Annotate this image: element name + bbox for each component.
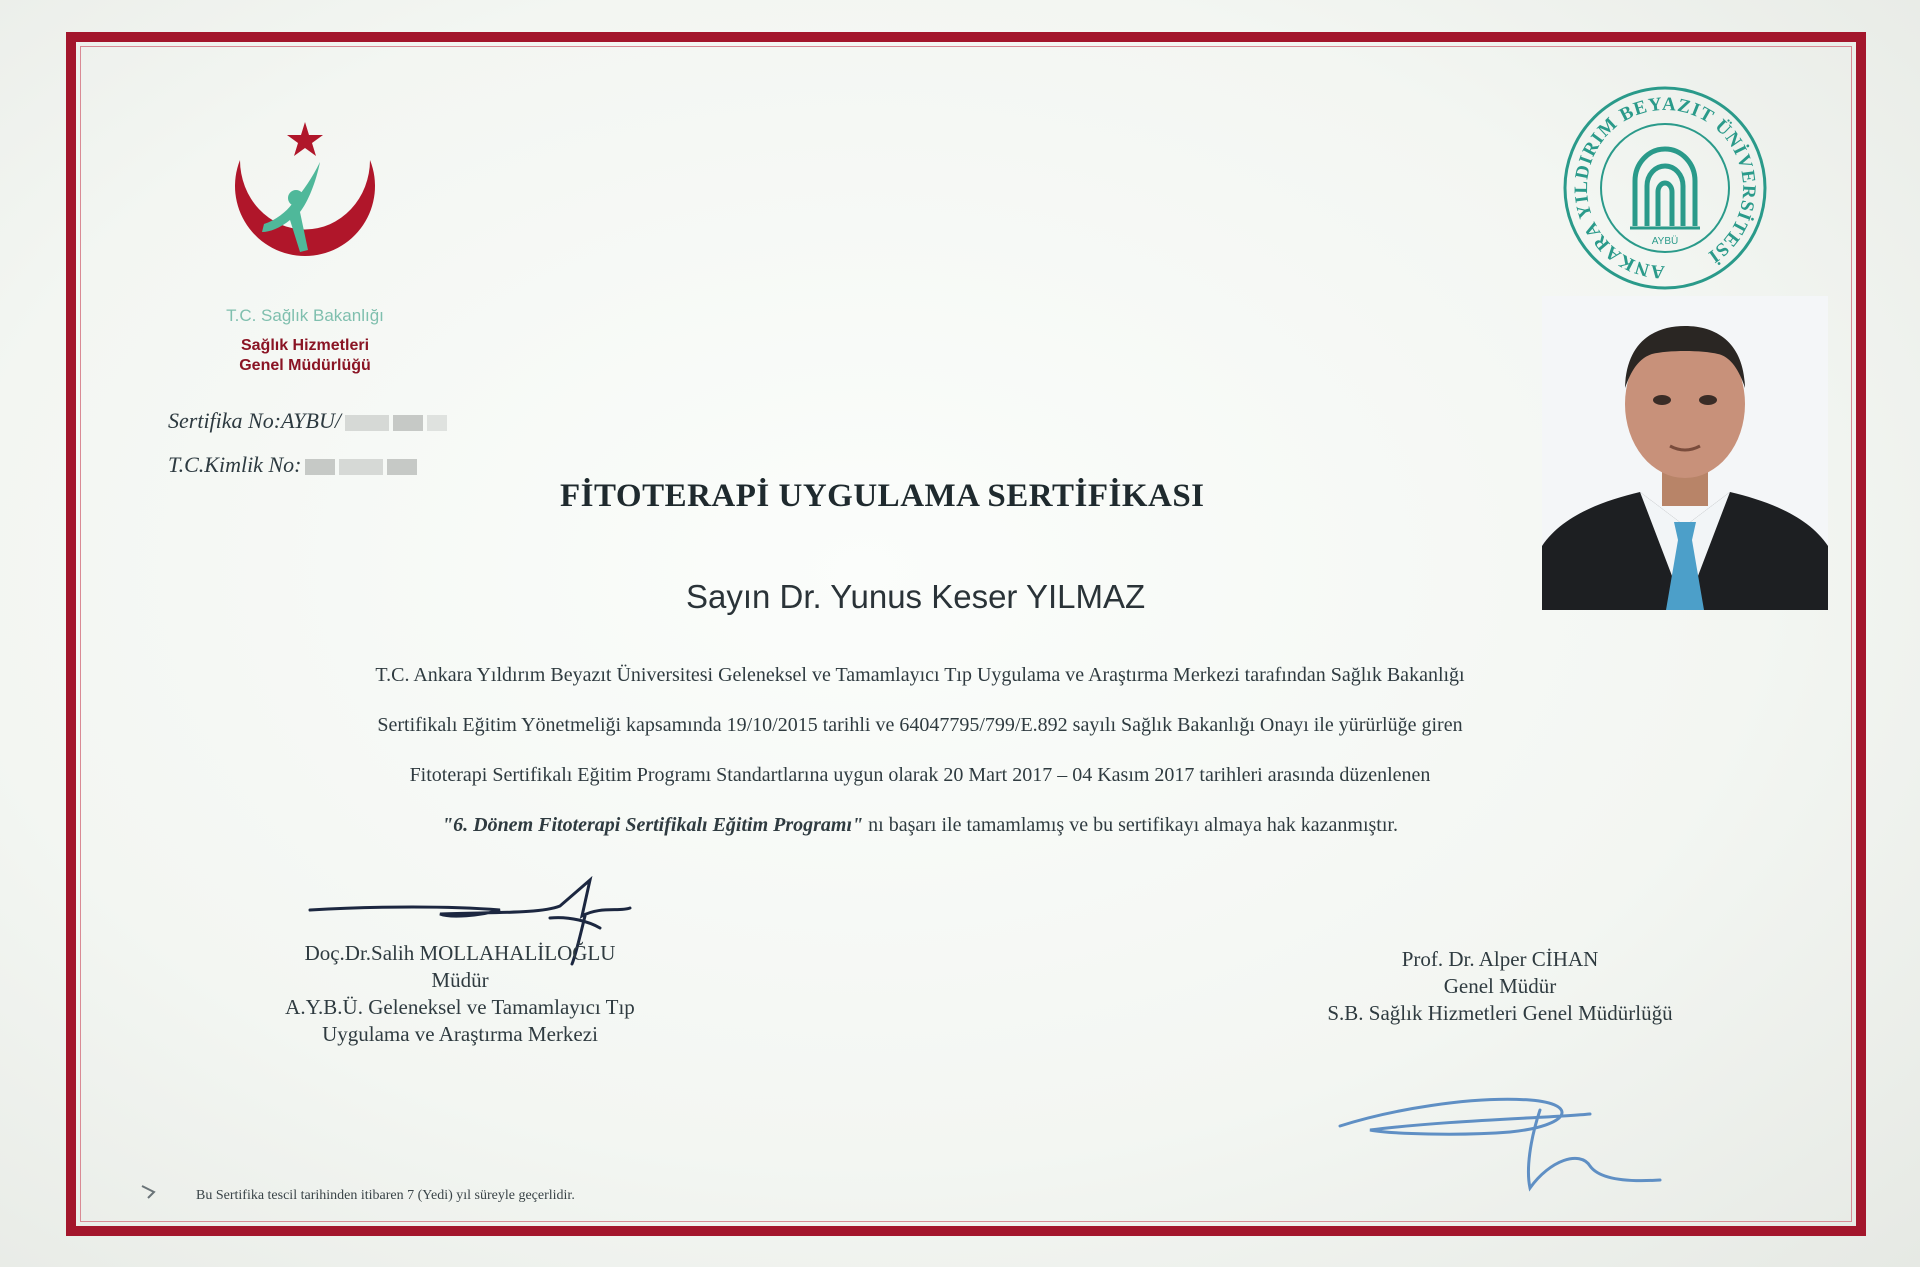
university-seal-logo xyxy=(1550,86,1780,296)
department-line-2: Genel Müdürlüğü xyxy=(239,357,371,374)
recipient-name: Sayın Dr. Yunus Keser YILMAZ xyxy=(686,578,1146,615)
signatory-left-role: Müdür xyxy=(431,968,489,992)
university-seal-text: ANKARA YILDIRIM BEYAZIT ÜNİVERSİTESİ xyxy=(1570,93,1760,283)
body-text-line-1: T.C. Ankara Yıldırım Beyazıt Üniversitesi Geleneksel ve Tamamlayıcı Tıp Uygulama ve Araştırma Merkezi tarafından Sağlık Bakanlığı xyxy=(375,664,1465,686)
star-icon xyxy=(287,122,323,156)
body-text-line-4-tail: nı başarı ile tamamlamış ve bu sertifikayı almaya hak kazanmıştır. xyxy=(863,814,1398,836)
validity-note: Bu Sertifika tescil tarihinden itibaren 7 (Yedi) yıl süreyle geçerlidir. xyxy=(196,1188,575,1203)
redaction-block xyxy=(339,459,383,475)
redaction-block xyxy=(305,459,335,475)
certificate-number-label: Sertifika No:AYBU/ xyxy=(168,408,341,433)
signatory-right-role: Genel Müdür xyxy=(1443,974,1557,998)
signatory-right-name: Prof. Dr. Alper CİHAN xyxy=(1401,947,1599,971)
program-name: "6. Dönem Fitoterapi Sertifikalı Eğitim Programı" xyxy=(442,814,864,836)
tc-identity-number xyxy=(168,452,417,478)
body-text-line-4 xyxy=(200,814,1640,837)
department-line-1: Sağlık Hizmetleri xyxy=(240,337,370,354)
ministry-department xyxy=(160,336,450,376)
body-text-line-3: Fitoterapi Sertifikalı Eğitim Programı Standartlarına uygun olarak 20 Mart 2017 – 04 Kasım 2017 tarihleri arasında düzenlenen xyxy=(409,764,1431,786)
signature-right xyxy=(1330,1070,1690,1200)
arch-icon xyxy=(1635,149,1695,226)
university-abbreviation: AYBÜ xyxy=(1651,236,1679,247)
ministry-crescent-star-logo xyxy=(200,120,410,280)
signatory-left xyxy=(230,940,690,1048)
ministry-name: T.C. Sağlık Bakanlığı xyxy=(226,306,384,325)
redaction-block xyxy=(427,415,447,431)
signatory-left-name: Doç.Dr.Salih MOLLAHALİLOĞLU xyxy=(304,941,616,965)
body-text-line-2: Sertifikalı Eğitim Yönetmeliği kapsamında 19/10/2015 tarihli ve 64047795/799/E.892 sayılı Sağlık Bakanlığı Onayı ile yürürlüğe giren xyxy=(377,714,1463,736)
recipient-photo xyxy=(1542,296,1828,610)
certificate-title: FİTOTERAPİ UYGULAMA SERTİFİKASI xyxy=(560,478,1205,514)
signatory-left-org-line-1: A.Y.B.Ü. Geleneksel ve Tamamlayıcı Tıp xyxy=(285,995,635,1019)
signatory-right-org-line-1: S.B. Sağlık Hizmetleri Genel Müdürlüğü xyxy=(1327,1001,1673,1025)
tc-identity-label: T.C.Kimlik No: xyxy=(168,452,302,477)
redaction-block xyxy=(387,459,417,475)
signatory-right xyxy=(1270,946,1730,1027)
certificate-number xyxy=(168,408,447,434)
corner-mark xyxy=(140,1182,170,1202)
redaction-block xyxy=(345,415,389,431)
redaction-block xyxy=(393,415,423,431)
signatory-left-org-line-2: Uygulama ve Araştırma Merkezi xyxy=(322,1022,598,1046)
svg-text:ANKARA YILDIRIM BEYAZIT ÜNİVER xyxy=(1571,94,1759,283)
